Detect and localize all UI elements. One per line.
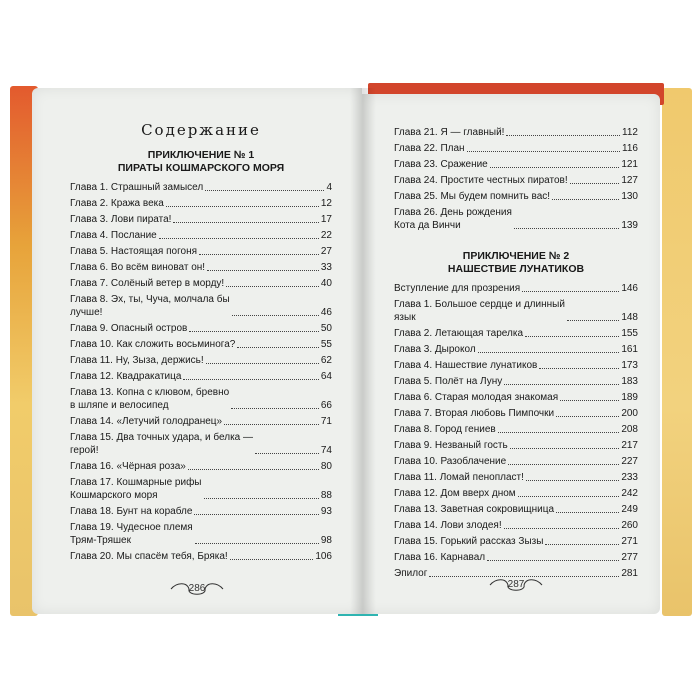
toc-entry-title: Глава 1. Страшный замысел xyxy=(70,182,204,193)
toc-entry-page: 46 xyxy=(320,307,332,318)
toc-entry-title: Глава 12. Дом вверх дном xyxy=(394,488,516,499)
toc-entry-page: 93 xyxy=(320,506,332,517)
toc-entry-title: Глава 10. Разоблачение xyxy=(394,456,507,467)
toc-entry xyxy=(394,423,638,436)
toc-entry-title: Глава 17. Кошмарные рифы Кошмарского моря xyxy=(70,477,202,501)
toc-leader-dots xyxy=(255,453,319,454)
toc-entry-page: 106 xyxy=(315,551,332,562)
toc-leader-dots xyxy=(570,183,620,184)
toc-entry-title: Вступление для прозрения xyxy=(394,283,521,294)
toc-entry xyxy=(70,476,332,502)
toc-leader-dots xyxy=(166,206,319,207)
toc-entry-page: 74 xyxy=(320,445,332,456)
toc-entry-page: 127 xyxy=(621,175,638,186)
toc-entry-page: 66 xyxy=(320,400,332,411)
toc-leader-dots xyxy=(226,286,319,287)
toc-entry-title: Глава 16. «Чёрная роза» xyxy=(70,461,186,472)
toc-leader-dots xyxy=(504,384,619,385)
toc-entry xyxy=(70,197,332,210)
left-toc xyxy=(70,116,332,566)
toc-entry xyxy=(70,354,332,367)
toc-leader-dots xyxy=(552,199,619,200)
toc-entry-title: Глава 2. Кража века xyxy=(70,198,164,209)
toc-entry-page: 27 xyxy=(320,246,332,257)
toc-leader-dots xyxy=(230,559,314,560)
toc-entry-page: 173 xyxy=(621,360,638,371)
section-label: ПРИКЛЮЧЕНИЕ № 2 НАШЕСТВИЕ ЛУНАТИКОВ xyxy=(447,250,585,275)
toc-entry xyxy=(70,415,332,428)
toc-entry-page: 64 xyxy=(320,371,332,382)
toc-leader-dots xyxy=(556,512,619,513)
toc-leader-dots xyxy=(487,560,619,561)
toc-entry xyxy=(394,487,638,500)
toc-entry-title: Глава 4. Послание xyxy=(70,230,157,241)
toc-entry-title: Глава 7. Солёный ветер в морду! xyxy=(70,278,225,289)
toc-entry-page: 208 xyxy=(621,424,638,435)
toc-entry-title: Глава 22. План xyxy=(394,143,465,154)
toc-entry xyxy=(394,174,638,187)
toc-entry-page: 242 xyxy=(621,488,638,499)
toc-entry-page: 80 xyxy=(320,461,332,472)
toc-leader-dots xyxy=(556,416,619,417)
adventure-2-heading xyxy=(394,250,638,276)
toc-entry-page: 71 xyxy=(320,416,332,427)
toc-leader-dots xyxy=(188,469,319,470)
toc-entry-page: 112 xyxy=(622,127,638,138)
toc-leader-dots xyxy=(159,238,319,239)
toc-entry xyxy=(394,455,638,468)
toc-entry-page: 4 xyxy=(326,182,332,193)
toc-entry xyxy=(394,391,638,404)
toc-entry xyxy=(70,431,332,457)
toc-entry-title: Глава 6. Старая молодая знакомая xyxy=(394,392,559,403)
toc-entry xyxy=(394,343,638,356)
toc-entry-title: Глава 12. Квадракатица xyxy=(70,371,182,382)
toc-entry-page: 260 xyxy=(621,520,638,531)
toc-entry-title: Глава 15. Горький рассказ Зызы xyxy=(394,536,544,547)
toc-leader-dots xyxy=(231,408,319,409)
toc-entry-page: 148 xyxy=(621,312,638,323)
toc-entry-title: Глава 9. Незваный гость xyxy=(394,440,508,451)
toc-leader-dots xyxy=(514,228,619,229)
toc-entry xyxy=(70,261,332,274)
toc-entry xyxy=(70,213,332,226)
toc-entry xyxy=(394,519,638,532)
toc-entry xyxy=(394,407,638,420)
toc-entry xyxy=(394,535,638,548)
toc-entry-title: Глава 13. Копна с клювом, бревно в шляпе и велосипед xyxy=(70,387,230,411)
toc-entries-left xyxy=(70,181,332,563)
toc-entry-title: Глава 4. Нашествие лунатиков xyxy=(394,360,538,371)
toc-entry xyxy=(394,142,638,155)
toc-entry-page: 227 xyxy=(621,456,638,467)
toc-leader-dots xyxy=(207,270,319,271)
book-gutter xyxy=(350,88,376,614)
toc-entry-title: Глава 16. Карнавал xyxy=(394,552,486,563)
toc-leader-dots xyxy=(510,448,620,449)
toc-entry-page: 55 xyxy=(320,339,332,350)
toc-entry xyxy=(394,471,638,484)
toc-entry-page: 155 xyxy=(621,328,638,339)
toc-entry xyxy=(394,327,638,340)
toc-leader-dots xyxy=(173,222,318,223)
toc-entry-title: Глава 15. Два точных удара, и белка — герой! xyxy=(70,432,254,456)
toc-leader-dots xyxy=(545,544,619,545)
toc-entry-page: 130 xyxy=(621,191,638,202)
toc-entry-title: Глава 11. Ну, Зыза, держись! xyxy=(70,355,204,366)
toc-leader-dots xyxy=(232,315,319,316)
toc-entry-title: Глава 5. Полёт на Луну xyxy=(394,376,503,387)
toc-entry xyxy=(394,359,638,372)
toc-leader-dots xyxy=(224,424,319,425)
toc-leader-dots xyxy=(525,336,619,337)
toc-leader-dots xyxy=(189,331,319,332)
toc-entries-right-top xyxy=(394,126,638,232)
toc-leader-dots xyxy=(504,528,620,529)
toc-entry xyxy=(70,322,332,335)
toc-entry xyxy=(394,503,638,516)
toc-entry xyxy=(70,338,332,351)
toc-entry xyxy=(394,298,638,324)
toc-entry xyxy=(394,551,638,564)
toc-leader-dots xyxy=(567,320,619,321)
toc-leader-dots xyxy=(506,135,620,136)
toc-entry-page: 200 xyxy=(621,408,638,419)
toc-leader-dots xyxy=(539,368,619,369)
toc-entry-title: Глава 20. Мы спасём тебя, Бряка! xyxy=(70,551,228,562)
toc-leader-dots xyxy=(560,400,619,401)
toc-entry xyxy=(70,460,332,473)
toc-entry-page: 277 xyxy=(621,552,638,563)
toc-entry-title: Глава 2. Летающая тарелка xyxy=(394,328,524,339)
toc-leader-dots xyxy=(490,167,620,168)
toc-entries-right xyxy=(394,282,638,580)
toc-entry-page: 50 xyxy=(320,323,332,334)
toc-entry xyxy=(394,282,638,295)
toc-entry-page: 271 xyxy=(621,536,638,547)
toc-entry xyxy=(394,206,638,232)
toc-entry xyxy=(70,277,332,290)
toc-leader-dots xyxy=(467,151,620,152)
toc-leader-dots xyxy=(194,514,318,515)
toc-entry-title: Глава 26. День рождения Кота да Винчи xyxy=(394,207,512,231)
toc-entry-title: Глава 10. Как сложить восьминога? xyxy=(70,339,236,350)
toc-entry xyxy=(70,181,332,194)
toc-entry-page: 98 xyxy=(320,535,332,546)
toc-entry-page: 217 xyxy=(621,440,638,451)
toc-entry xyxy=(70,370,332,383)
toc-entry-page: 281 xyxy=(621,568,638,579)
toc-entry-page: 62 xyxy=(320,355,332,366)
toc-entry-page: 146 xyxy=(621,283,638,294)
toc-entry-title: Глава 7. Вторая любовь Пимпочки xyxy=(394,408,555,419)
toc-entry-title: Глава 14. «Летучий голодранец» xyxy=(70,416,223,427)
toc-leader-dots xyxy=(204,498,319,499)
toc-entry-title: Эпилог xyxy=(394,568,428,579)
toc-entry-page: 17 xyxy=(320,214,332,225)
toc-entry xyxy=(70,245,332,258)
toc-entry-title: Глава 21. Я — главный! xyxy=(394,127,505,138)
toc-leader-dots xyxy=(237,347,319,348)
toc-entry-page: 22 xyxy=(320,230,332,241)
page-number-right: 287 xyxy=(507,579,525,590)
toc-entry-page: 139 xyxy=(621,220,638,231)
toc-entry-title: Глава 3. Лови пирата! xyxy=(70,214,172,225)
toc-entry xyxy=(394,158,638,171)
book-cover-right-edge xyxy=(662,88,692,616)
toc-leader-dots xyxy=(508,464,619,465)
contents-title: Содержание xyxy=(141,121,261,139)
toc-entry xyxy=(394,190,638,203)
toc-entry xyxy=(70,229,332,242)
toc-entry xyxy=(70,521,332,547)
toc-entry-title: Глава 24. Простите честных пиратов! xyxy=(394,175,568,186)
toc-leader-dots xyxy=(183,379,318,380)
toc-leader-dots xyxy=(522,291,619,292)
toc-entry-page: 233 xyxy=(621,472,638,483)
toc-entry-title: Глава 18. Бунт на корабле xyxy=(70,506,193,517)
toc-entry-title: Глава 25. Мы будем помнить вас! xyxy=(394,191,551,202)
toc-entry-page: 249 xyxy=(621,504,638,515)
toc-entry-title: Глава 23. Сражение xyxy=(394,159,488,170)
section-label: ПРИКЛЮЧЕНИЕ № 1 ПИРАТЫ КОШМАРСКОГО МОРЯ xyxy=(117,149,285,174)
toc-entry-title: Глава 8. Эх, ты, Чуча, молчала бы лучше! xyxy=(70,294,230,318)
toc-entry-page: 40 xyxy=(320,278,332,289)
toc-entry xyxy=(394,375,638,388)
toc-entry xyxy=(394,439,638,452)
toc-entry-title: Глава 6. Во всём виноват он! xyxy=(70,262,206,273)
toc-entry xyxy=(70,293,332,319)
toc-entry-page: 161 xyxy=(621,344,638,355)
toc-entry-title: Глава 5. Настоящая погоня xyxy=(70,246,198,257)
toc-leader-dots xyxy=(195,543,319,544)
toc-entry-title: Глава 1. Большое сердце и длинный язык xyxy=(394,299,565,323)
toc-leader-dots xyxy=(199,254,319,255)
toc-entry-title: Глава 11. Ломай пенопласт! xyxy=(394,472,524,483)
toc-entry-title: Глава 9. Опасный остров xyxy=(70,323,188,334)
toc-entry-title: Глава 13. Заветная сокровищница xyxy=(394,504,555,515)
toc-entry-page: 88 xyxy=(320,490,332,501)
toc-entry-title: Глава 19. Чудесное племя Трям-Тряшек xyxy=(70,522,193,546)
toc-leader-dots xyxy=(206,363,319,364)
toc-entry-page: 12 xyxy=(320,198,332,209)
toc-leader-dots xyxy=(205,190,324,191)
toc-entry-page: 33 xyxy=(320,262,332,273)
right-toc xyxy=(394,126,638,583)
adventure-1-heading xyxy=(70,149,332,175)
toc-entry-page: 121 xyxy=(621,159,638,170)
toc-entry xyxy=(70,550,332,563)
toc-entry-page: 116 xyxy=(622,143,638,154)
toc-leader-dots xyxy=(526,480,619,481)
toc-leader-dots xyxy=(518,496,620,497)
toc-entry-title: Глава 14. Лови злодея! xyxy=(394,520,502,531)
toc-entry xyxy=(70,386,332,412)
toc-entry-page: 183 xyxy=(621,376,638,387)
toc-entry-page: 189 xyxy=(621,392,638,403)
toc-entry xyxy=(70,505,332,518)
toc-entry xyxy=(394,126,638,139)
toc-leader-dots xyxy=(478,352,620,353)
page-number-left: 286 xyxy=(188,583,206,594)
toc-leader-dots xyxy=(498,432,620,433)
toc-entry-title: Глава 3. Дырокол xyxy=(394,344,476,355)
toc-entry-title: Глава 8. Город гениев xyxy=(394,424,496,435)
